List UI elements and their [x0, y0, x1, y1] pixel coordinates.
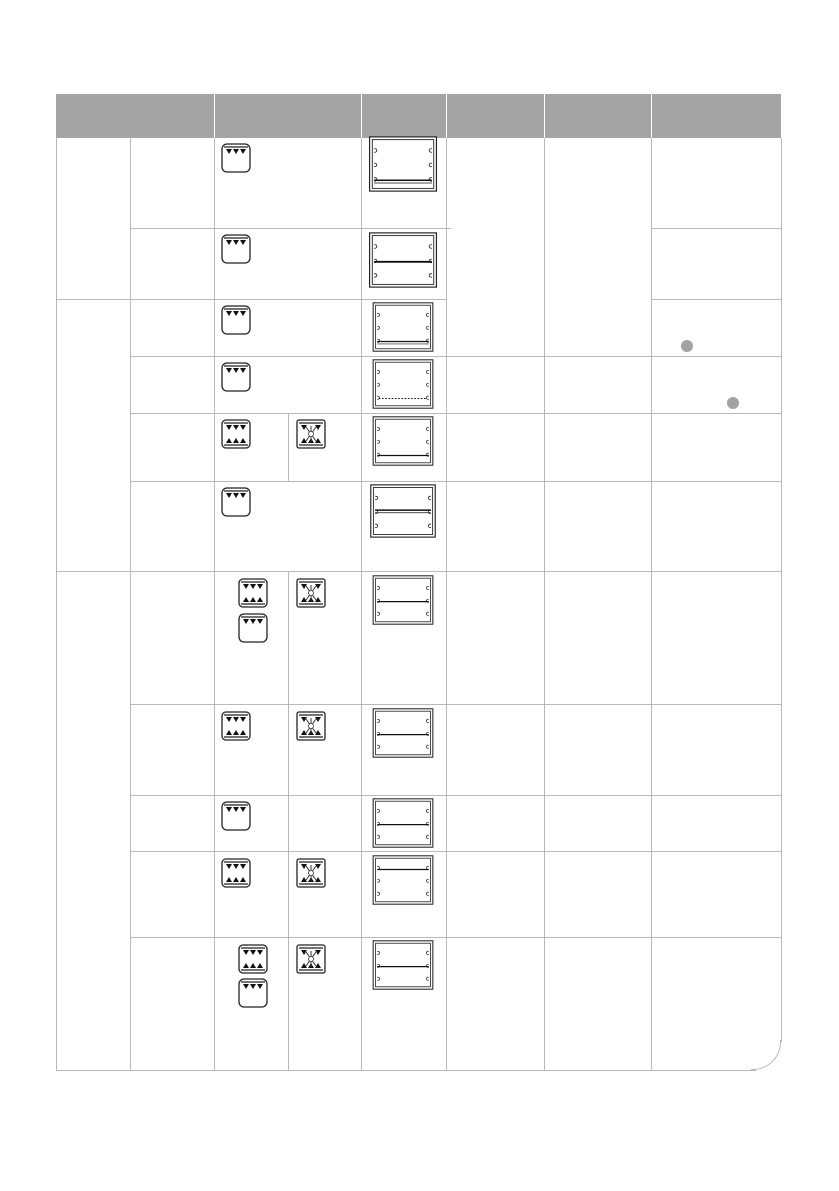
grill-top-heat-icon: [238, 613, 268, 643]
column-divider: [288, 413, 289, 481]
grill-top-heat-icon: [221, 234, 251, 264]
fan-grill-icon: [296, 578, 326, 608]
row-divider: [130, 356, 446, 357]
grill-top-heat-icon: [221, 143, 251, 173]
header-divider: [361, 94, 362, 138]
table-header: [56, 94, 781, 138]
header-divider: [446, 94, 447, 138]
table-border-bottom: [56, 1070, 756, 1071]
oven-shelf-position-icon: [367, 708, 439, 758]
grill-top-heat-icon: [221, 801, 251, 831]
grill-top-bottom-heat-icon: [221, 711, 251, 741]
row-divider: [130, 228, 451, 229]
table-rounded-corner: [751, 1040, 781, 1070]
grill-top-heat-icon: [221, 487, 251, 517]
row-divider: [56, 299, 446, 300]
indicator-dot: [681, 340, 693, 352]
oven-shelf-position-icon: [367, 359, 439, 409]
fan-grill-icon: [296, 858, 326, 888]
fan-grill-icon: [296, 944, 326, 974]
table-border-right: [781, 138, 782, 1042]
oven-shelf-position-icon: [367, 484, 439, 538]
oven-shelf-position-icon: [367, 798, 439, 848]
header-divider: [651, 94, 652, 138]
row-divider: [651, 299, 781, 300]
column-divider: [288, 572, 289, 1070]
row-divider: [130, 413, 781, 414]
oven-shelf-position-icon: [367, 575, 439, 625]
row-divider: [130, 481, 781, 482]
column-divider: [544, 138, 545, 1070]
header-divider: [544, 94, 545, 138]
grill-top-bottom-heat-icon: [238, 944, 268, 974]
oven-shelf-position-icon: [367, 940, 439, 990]
grill-top-bottom-heat-icon: [221, 858, 251, 888]
oven-shelf-position-icon: [367, 855, 439, 905]
oven-shelf-position-icon: [367, 416, 439, 466]
oven-shelf-position-icon: [367, 136, 439, 192]
row-divider: [130, 704, 781, 705]
table-border-left: [56, 138, 57, 1070]
oven-shelf-position-icon: [367, 302, 439, 352]
fan-grill-icon: [296, 419, 326, 449]
row-divider: [130, 851, 781, 852]
row-divider: [446, 356, 781, 357]
column-divider: [130, 138, 131, 1070]
indicator-dot: [727, 397, 739, 409]
grill-top-heat-icon: [221, 305, 251, 335]
column-divider: [214, 138, 215, 1070]
row-divider: [130, 795, 781, 796]
grill-top-heat-icon: [238, 978, 268, 1008]
grill-top-bottom-heat-icon: [238, 578, 268, 608]
grill-top-bottom-heat-icon: [221, 419, 251, 449]
row-divider: [651, 228, 781, 229]
oven-shelf-position-icon: [367, 232, 439, 288]
column-divider: [446, 138, 447, 1070]
grill-top-heat-icon: [221, 362, 251, 392]
header-divider: [214, 94, 215, 138]
row-divider: [56, 571, 781, 572]
column-divider: [651, 138, 652, 1070]
column-divider: [361, 138, 362, 1070]
fan-grill-icon: [296, 711, 326, 741]
row-divider: [130, 937, 781, 938]
